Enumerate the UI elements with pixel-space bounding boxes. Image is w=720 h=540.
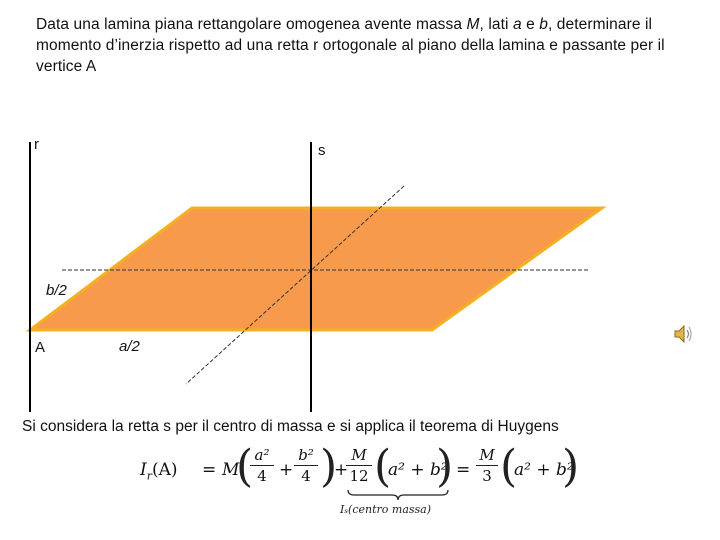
underbrace-label: Iₛ(centro massa) <box>340 503 432 516</box>
underbrace <box>346 489 450 501</box>
fraction-M-over-12: M 12 <box>346 446 372 485</box>
caption: Si considera la retta s per il centro di massa e si applica il teorema di Huygens <box>22 418 559 435</box>
lamina <box>30 208 602 330</box>
right-paren-3: ) <box>562 441 580 492</box>
label-a-half: a/2 <box>119 338 140 355</box>
problem-text-1: Data una lamina piana rettangolare omogenea avente massa <box>36 16 467 33</box>
mass-M-1: M <box>222 460 240 480</box>
problem-text-2: , lati <box>479 16 513 33</box>
plus-2: + <box>334 460 349 480</box>
a-symbol: a <box>512 16 522 33</box>
label-r: r <box>34 136 39 153</box>
label-s: s <box>318 142 326 159</box>
huygens-formula <box>140 443 580 518</box>
equals-1: = <box>202 460 217 480</box>
plus-1: + <box>279 460 294 480</box>
right-paren-1: ) <box>320 441 338 492</box>
left-paren-3: ( <box>500 441 518 492</box>
label-vertex-a: A <box>35 339 46 356</box>
b-symbol: b <box>539 16 548 33</box>
left-paren-2: ( <box>374 441 392 492</box>
left-paren-1: ( <box>236 441 254 492</box>
sum-a2-b2-2: a² + b² <box>514 460 574 480</box>
right-paren-2: ) <box>436 441 454 492</box>
label-b-half: b/2 <box>46 282 67 299</box>
fraction-b2-over-4: b² 4 <box>294 446 318 485</box>
sum-a2-b2-1: a² + b² <box>388 460 448 480</box>
problem-text-4: , determinare il momento d’inerzia rispetto ad una retta r ortogonale al piano della lamina e passante per il vertice A <box>36 16 665 75</box>
mass-symbol: M <box>466 16 480 33</box>
fraction-a2-over-4: a² 4 <box>250 446 274 485</box>
equals-2: = <box>456 460 471 480</box>
speaker-icon[interactable] <box>672 322 694 346</box>
fraction-M-over-3: M 3 <box>476 446 498 485</box>
problem-text-3: e <box>521 16 540 33</box>
formula-lhs: $I_r(A)$ <box>140 460 178 483</box>
